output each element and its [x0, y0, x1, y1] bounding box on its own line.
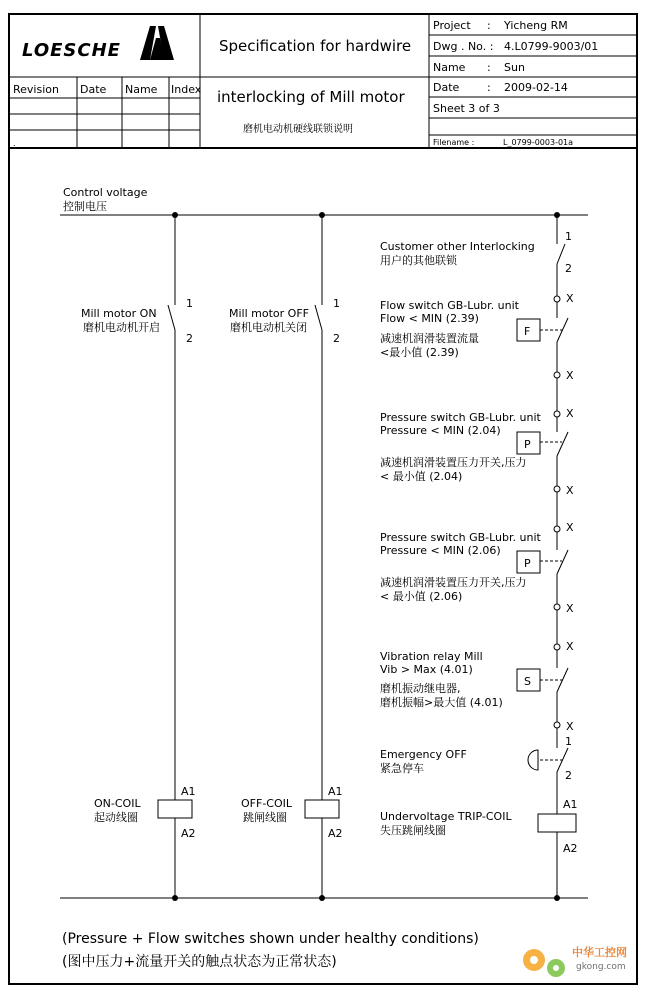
trip-coil-label: Undervoltage TRIP-COIL [380, 810, 512, 823]
vibration-label-1: Vibration relay Mill [380, 650, 483, 663]
terminal-circle [554, 372, 560, 378]
off-switch-pin-1: 1 [333, 297, 340, 310]
on-coil-label-cn: 起动线圈 [94, 811, 138, 824]
dwg-label: Dwg . No. : [433, 40, 494, 53]
revision-mark: . [13, 139, 16, 148]
emergency-pin-2: 2 [565, 769, 572, 782]
revision-header-date: Date [80, 83, 107, 96]
flow-switch-box-label: F [524, 325, 531, 338]
pressure1-label-2: Pressure < MIN (2.04) [380, 424, 501, 437]
name-value: Sun [504, 61, 525, 74]
flow-x-top: X [566, 292, 574, 305]
pressure2-label-1: Pressure switch GB-Lubr. unit [380, 531, 541, 544]
footnote: (Pressure + Flow switches shown under healthy conditions) [62, 931, 479, 947]
customer-interlock-contact [557, 244, 565, 264]
switch-contact-on [168, 305, 175, 330]
flow-switch-label-cn2: <最小值 (2.39) [380, 346, 459, 359]
off-coil-symbol [305, 800, 339, 818]
vibration-label-cn2: 磨机振幅>最大值 (4.01) [380, 696, 503, 709]
pressure2-x-bottom: X [566, 602, 574, 615]
vibration-box-label: S [524, 675, 531, 688]
on-coil-a2: A2 [181, 827, 196, 840]
terminal-circle [554, 486, 560, 492]
pressure1-label-cn2: < 最小值 (2.04) [380, 470, 463, 483]
pressure2-label-cn1: 减速机润滑装置压力开关,压力 [380, 576, 527, 589]
dwg-value: 4.L0799-9003/01 [504, 40, 599, 53]
gear-icon [523, 949, 565, 977]
spec-title: Specification for hardwire [219, 37, 412, 55]
pressure2-x-top: X [566, 521, 574, 534]
company-logo-icon [140, 26, 174, 60]
pressure1-label-1: Pressure switch GB-Lubr. unit [380, 411, 541, 424]
control-voltage-label: Control voltage [63, 186, 148, 199]
vibration-switch-contact [557, 668, 568, 692]
date-label: Date [433, 81, 460, 94]
terminal-circle [554, 526, 560, 532]
project-label: Project [433, 19, 471, 32]
sheet-number: Sheet 3 of 3 [433, 102, 500, 115]
customer-pin-1: 1 [565, 230, 572, 243]
terminal-circle [554, 644, 560, 650]
watermark [523, 945, 627, 977]
schematic [60, 186, 588, 970]
trip-coil-label-cn: 失压跳闸线圈 [380, 824, 446, 837]
off-switch-label-cn: 磨机电动机关闭 [230, 321, 307, 334]
customer-interlock-label: Customer other Interlocking [380, 240, 535, 253]
pressure2-label-2: Pressure < MIN (2.06) [380, 544, 501, 557]
project-colon: : [487, 19, 491, 32]
flow-switch-contact [557, 318, 568, 342]
date-value: 2009-02-14 [504, 81, 568, 94]
drawing-subtitle: interlocking of Mill motor [217, 88, 405, 106]
watermark-text: 中华工控网 [572, 946, 627, 959]
off-coil-label: OFF-COIL [241, 797, 292, 810]
terminal-circle [554, 722, 560, 728]
branch-mill-motor-off [229, 215, 343, 898]
terminal-circle [554, 604, 560, 610]
off-coil-label-cn: 跳闸线圈 [243, 811, 287, 824]
flow-switch-label-2: Flow < MIN (2.39) [380, 312, 479, 325]
revision-header-revision: Revision [13, 83, 59, 96]
terminal-circle [554, 296, 560, 302]
filename-label: Filename : [433, 138, 475, 147]
name-label: Name [433, 61, 466, 74]
drawing-subtitle-cn: 磨机电动机硬线联锁说明 [243, 124, 353, 135]
pressure2-switch-contact [557, 550, 568, 574]
revision-header-index: Index [171, 83, 202, 96]
on-switch-label: Mill motor ON [81, 307, 157, 320]
trip-coil-a2: A2 [563, 842, 578, 855]
terminal-circle [554, 411, 560, 417]
trip-coil-a1: A1 [563, 798, 578, 811]
on-coil-symbol [158, 800, 192, 818]
pressure1-label-cn1: 减速机润滑装置压力开关,压力 [380, 456, 527, 469]
revision-header-name: Name [125, 83, 158, 96]
watermark-url: gkong.com [576, 962, 626, 972]
filename-value: L_0799-0003-01a [503, 138, 574, 147]
off-switch-pin-2: 2 [333, 332, 340, 345]
trip-coil-symbol [538, 814, 576, 832]
emergency-pin-1: 1 [565, 735, 572, 748]
project-value: Yicheng RM [504, 19, 568, 32]
on-switch-pin-1: 1 [186, 297, 193, 310]
off-coil-a2: A2 [328, 827, 343, 840]
pressure1-box-label: P [524, 438, 531, 451]
branch-mill-motor-on [81, 215, 196, 898]
date-colon: : [487, 81, 491, 94]
footnote-cn: (图中压力+流量开关的触点状态为正常状态) [62, 954, 337, 970]
title-block [9, 14, 637, 148]
switch-contact-off [315, 305, 322, 330]
flow-x-bottom: X [566, 369, 574, 382]
customer-interlock-label-cn: 用户的其他联锁 [380, 254, 457, 267]
pressure1-x-bottom: X [566, 484, 574, 497]
on-coil-a1: A1 [181, 785, 196, 798]
vibration-x-top: X [566, 640, 574, 653]
customer-pin-2: 2 [565, 262, 572, 275]
vibration-label-2: Vib > Max (4.01) [380, 663, 473, 676]
name-colon: : [487, 61, 491, 74]
on-coil-label: ON-COIL [94, 797, 141, 810]
branch-interlock-chain [380, 215, 578, 898]
pressure2-label-cn2: < 最小值 (2.06) [380, 590, 463, 603]
pressure1-x-top: X [566, 407, 574, 420]
off-switch-label: Mill motor OFF [229, 307, 309, 320]
vibration-x-bottom: X [566, 720, 574, 733]
pressure2-box-label: P [524, 557, 531, 570]
emergency-label-cn: 紧急停车 [380, 762, 424, 775]
control-voltage-label-cn: 控制电压 [63, 200, 107, 213]
emergency-button-icon [528, 750, 538, 770]
vibration-label-cn1: 磨机振动继电器, [380, 682, 461, 695]
off-coil-a1: A1 [328, 785, 343, 798]
emergency-label: Emergency OFF [380, 748, 467, 761]
flow-switch-label-cn1: 减速机润滑装置流量 [380, 332, 479, 345]
on-switch-label-cn: 磨机电动机开启 [83, 321, 160, 334]
sheet-border [9, 14, 637, 984]
pressure1-switch-contact [557, 432, 568, 456]
flow-switch-label-1: Flow switch GB-Lubr. unit [380, 299, 519, 312]
on-switch-pin-2: 2 [186, 332, 193, 345]
company-logo-text: LOESCHE [22, 40, 121, 61]
